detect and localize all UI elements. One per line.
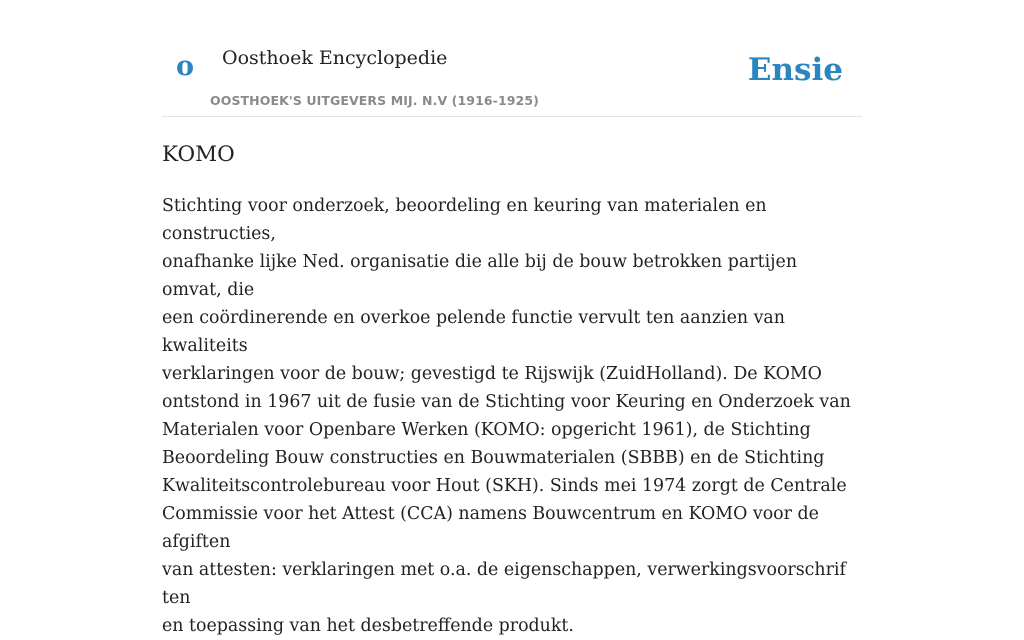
entry-body: Stichting voor onderzoek, beoordeling en keuring van materialen en constructies, onafhanke lijke Ned. organisatie die alle bij de bouw betrokken partijen omvat, die een coördinerende en overkoe pelende functie vervult ten aanzien van kwaliteits verklaringen voor de bouw; gevestigd te Rijswijk (ZuidHolland). De KOMO ontstond in 1967 uit de fusie van de Stichting voor Keuring en Onderzoek van Materialen voor Openbare Werken (KOMO: opgericht 1961), de Stichting Beoordeling Bouw constructies en Bouwmaterialen (SBBB) en de Stichting Kwaliteitscontrolebureau voor Hout (SKH). Sinds mei 1974 zorgt de Centrale Commissie voor het Attest (CCA) namens Bouwcentrum en KOMO voor de afgiften van attesten: verklaringen met o.a. de eigenschappen, verwerkingsvoorschrif ten en toepassing van het desbetreffende produkt. (162, 196, 851, 636)
site-title[interactable]: Oosthoek Encyclopedie (222, 47, 448, 69)
site-logo[interactable]: o (176, 51, 195, 82)
publisher-subtitle: OOSTHOEK'S UITGEVERS MIJ. N.V (1916-1925) (210, 93, 539, 108)
entry-title: KOMO (162, 142, 235, 167)
ensie-brand-logo[interactable]: Ensie (747, 52, 843, 88)
site-header (162, 0, 862, 117)
